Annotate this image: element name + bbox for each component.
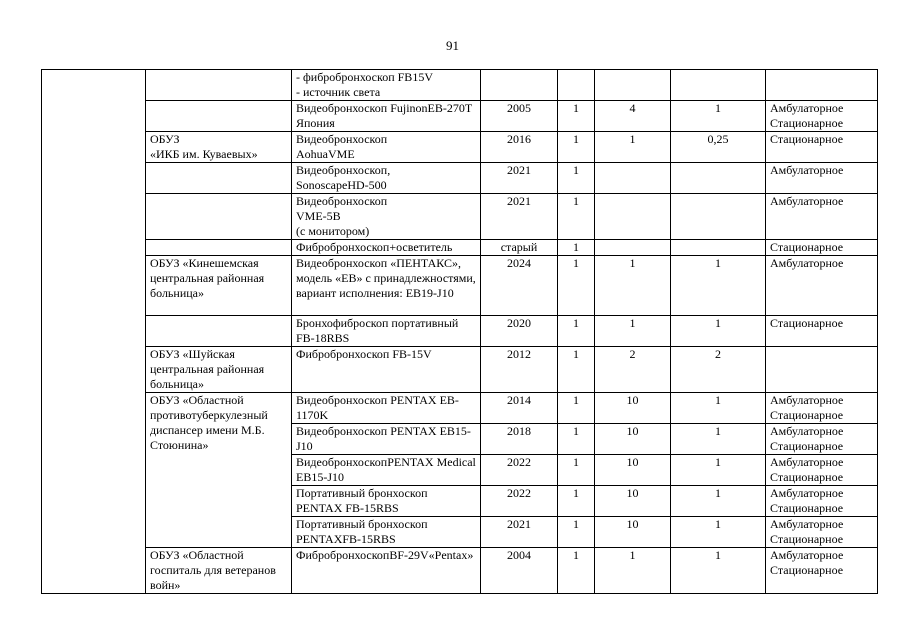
value-cell: 10 — [595, 455, 671, 486]
year-cell: 2022 — [481, 486, 558, 517]
count-cell: 1 — [558, 101, 595, 132]
year-cell: 2021 — [481, 163, 558, 194]
rate-cell: 2 — [671, 347, 766, 393]
rate-cell: 1 — [671, 424, 766, 455]
device-cell: Видеобронхоскоп PENTAX EB15-J10 — [292, 424, 481, 455]
rate-cell: 1 — [671, 101, 766, 132]
year-cell: 2021 — [481, 517, 558, 548]
table-row — [42, 347, 878, 393]
table-row — [42, 548, 878, 594]
mode-cell: Амбулаторное — [766, 194, 878, 240]
rate-cell — [671, 240, 766, 256]
value-cell: 10 — [595, 486, 671, 517]
mode-cell — [766, 70, 878, 101]
count-cell — [558, 70, 595, 101]
organization-cell: ОБУЗ «Шуйская центральная районная больница» — [146, 347, 292, 393]
value-cell — [595, 70, 671, 101]
count-cell: 1 — [558, 455, 595, 486]
device-cell: Видеобронхоскоп, SonoscapeHD-500 — [292, 163, 481, 194]
organization-cell — [146, 163, 292, 194]
organization-cell — [146, 240, 292, 256]
device-cell: Видеобронхоскоп VME-5B (с монитором) — [292, 194, 481, 240]
year-cell: 2012 — [481, 347, 558, 393]
mode-cell — [766, 347, 878, 393]
device-cell: Видеобронхоскоп PENTAX EB-1170K — [292, 393, 481, 424]
year-cell: 2020 — [481, 316, 558, 347]
rate-cell: 1 — [671, 486, 766, 517]
mode-cell: Стационарное — [766, 316, 878, 347]
table-row — [42, 240, 878, 256]
count-cell: 1 — [558, 486, 595, 517]
organization-cell — [146, 194, 292, 240]
mode-cell: Амбулаторное — [766, 163, 878, 194]
value-cell: 4 — [595, 101, 671, 132]
organization-cell — [146, 316, 292, 347]
rate-cell: 1 — [671, 455, 766, 486]
mode-cell: Амбулаторное Стационарное — [766, 486, 878, 517]
organization-cell: ОБУЗ «Областной противотуберкулезный диспансер имени М.Б. Стоюнина» — [146, 393, 292, 548]
table-row — [42, 163, 878, 194]
table-row — [42, 70, 878, 101]
value-cell — [595, 240, 671, 256]
table-row — [42, 132, 878, 163]
rate-cell — [671, 194, 766, 240]
table-row — [42, 194, 878, 240]
value-cell: 1 — [595, 132, 671, 163]
rate-cell: 1 — [671, 256, 766, 316]
organization-cell — [146, 70, 292, 101]
count-cell: 1 — [558, 132, 595, 163]
year-cell: 2004 — [481, 548, 558, 594]
count-cell: 1 — [558, 316, 595, 347]
value-cell: 1 — [595, 548, 671, 594]
year-cell: 2005 — [481, 101, 558, 132]
device-cell: - фибробронхоскоп FB15V - источник света — [292, 70, 481, 101]
mode-cell: Амбулаторное Стационарное — [766, 548, 878, 594]
organization-cell — [146, 101, 292, 132]
count-cell: 1 — [558, 240, 595, 256]
device-cell: Видеобронхоскоп AohuaVME — [292, 132, 481, 163]
mode-cell: Амбулаторное Стационарное — [766, 101, 878, 132]
year-cell — [481, 70, 558, 101]
device-cell: Видеобронхоскоп «ПЕНТАКС», модель «ЕВ» с принадлежностями, вариант исполнения: ЕВ19-J10 — [292, 256, 481, 316]
organization-cell: ОБУЗ «Областной госпиталь для ветеранов войн» — [146, 548, 292, 594]
count-cell: 1 — [558, 548, 595, 594]
year-cell: 2018 — [481, 424, 558, 455]
count-cell: 1 — [558, 517, 595, 548]
mode-cell: Амбулаторное — [766, 256, 878, 316]
rate-cell — [671, 70, 766, 101]
rate-cell — [671, 163, 766, 194]
value-cell — [595, 163, 671, 194]
rate-cell: 1 — [671, 393, 766, 424]
value-cell: 10 — [595, 393, 671, 424]
value-cell: 2 — [595, 347, 671, 393]
device-cell: Фибробронхоскоп+осветитель — [292, 240, 481, 256]
value-cell: 1 — [595, 256, 671, 316]
mode-cell: Амбулаторное Стационарное — [766, 517, 878, 548]
device-cell: Фибробронхоскоп FB-15V — [292, 347, 481, 393]
table-row — [42, 101, 878, 132]
mode-cell: Амбулаторное Стационарное — [766, 424, 878, 455]
value-cell: 10 — [595, 517, 671, 548]
device-cell: Видеобронхоскоп FujinonEB-270T Япония — [292, 101, 481, 132]
equipment-table — [41, 69, 878, 594]
value-cell — [595, 194, 671, 240]
organization-cell: ОБУЗ «ИКБ им. Куваевых» — [146, 132, 292, 163]
year-cell: 2016 — [481, 132, 558, 163]
table-row — [42, 256, 878, 316]
year-cell: 2014 — [481, 393, 558, 424]
value-cell: 1 — [595, 316, 671, 347]
year-cell: старый — [481, 240, 558, 256]
rate-cell: 1 — [671, 548, 766, 594]
count-cell: 1 — [558, 194, 595, 240]
device-cell: Бронхофиброскоп портативный FB-18RBS — [292, 316, 481, 347]
count-cell: 1 — [558, 347, 595, 393]
rate-cell: 0,25 — [671, 132, 766, 163]
page-number: 91 — [446, 38, 459, 53]
region-cell — [42, 70, 146, 594]
mode-cell: Стационарное — [766, 240, 878, 256]
device-cell: ФибробронхоскопBF-29V«Pentax» — [292, 548, 481, 594]
count-cell: 1 — [558, 424, 595, 455]
value-cell: 10 — [595, 424, 671, 455]
table-row — [42, 393, 878, 424]
mode-cell: Амбулаторное Стационарное — [766, 455, 878, 486]
count-cell: 1 — [558, 393, 595, 424]
mode-cell: Стационарное — [766, 132, 878, 163]
device-cell: Портативный бронхоскоп PENTAX FB-15RBS — [292, 486, 481, 517]
count-cell: 1 — [558, 256, 595, 316]
rate-cell: 1 — [671, 316, 766, 347]
device-cell: ВидеобронхоскопPENTAX Medical EB15-J10 — [292, 455, 481, 486]
year-cell: 2022 — [481, 455, 558, 486]
organization-cell: ОБУЗ «Кинешемская центральная районная больница» — [146, 256, 292, 316]
device-cell: Портативный бронхоскоп PENTAXFB-15RBS — [292, 517, 481, 548]
table-row — [42, 316, 878, 347]
year-cell: 2024 — [481, 256, 558, 316]
count-cell: 1 — [558, 163, 595, 194]
rate-cell: 1 — [671, 517, 766, 548]
year-cell: 2021 — [481, 194, 558, 240]
mode-cell: Амбулаторное Стационарное — [766, 393, 878, 424]
